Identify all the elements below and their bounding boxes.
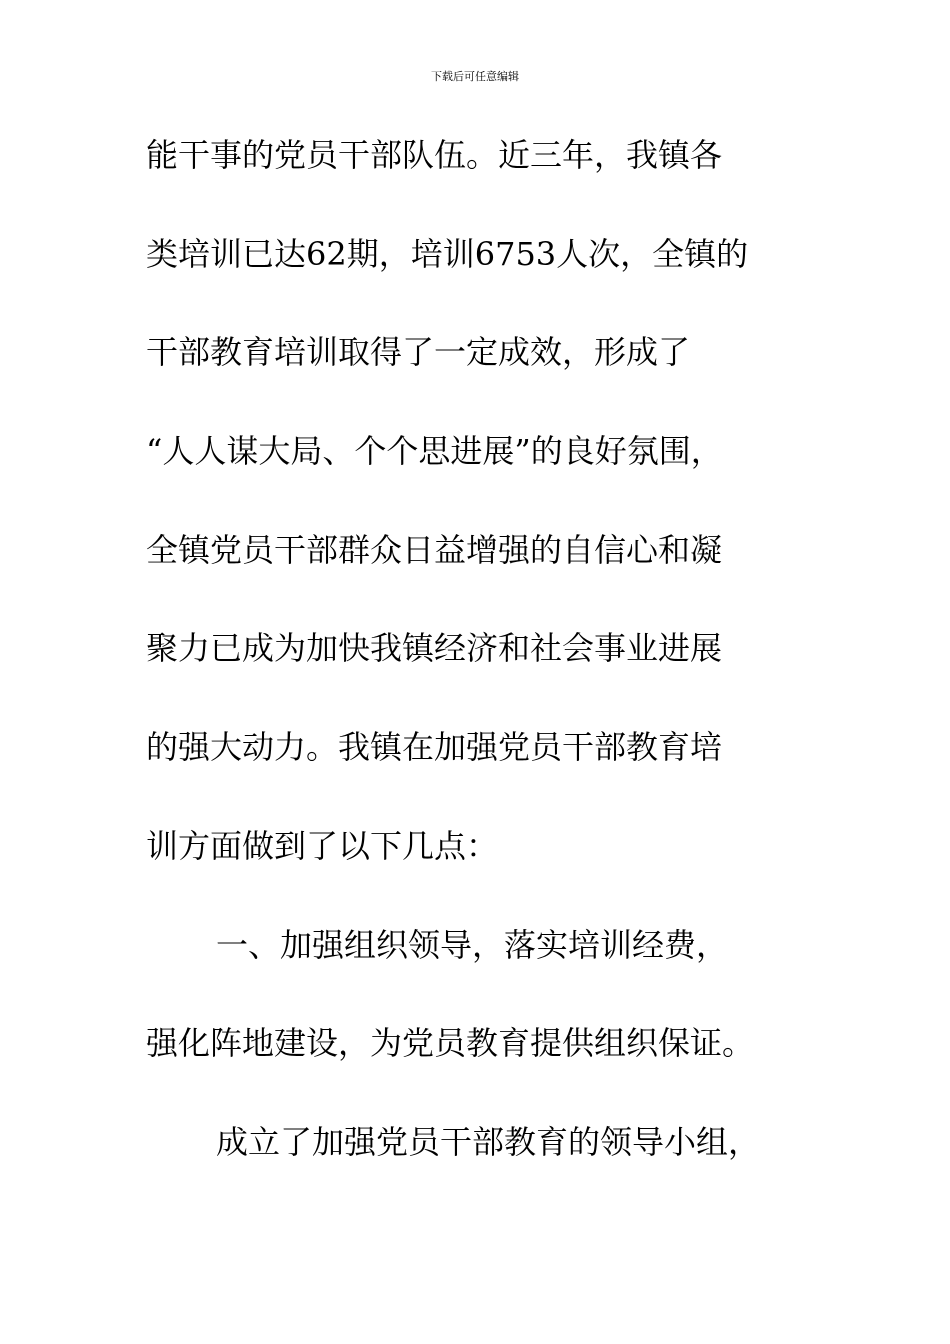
text-line-1: 能干事的党员干部队伍。近三年，我镇各 — [146, 136, 723, 174]
section-heading-line: 一、加强组织领导，落实培训经费， — [216, 925, 729, 964]
text-line-8: 训方面做到了以下几点： — [146, 826, 499, 865]
header-note: 下载后可任意编辑 — [431, 70, 519, 83]
text-line-2: 类培训已达62期，培训6753人次，全镇的 — [146, 234, 749, 273]
text-line-5: 全镇党员干部群众日益增强的自信心和凝 — [146, 530, 723, 569]
text-line-3: 干部教育培训取得了一定成效，形成了 — [146, 333, 691, 372]
text-line-7: 的强大动力。我镇在加强党员干部教育培 — [146, 728, 723, 767]
text-line-6: 聚力已成为加快我镇经济和社会事业进展 — [146, 629, 723, 668]
text-line-10: 强化阵地建设，为党员教育提供组织保证。 — [146, 1024, 755, 1063]
body-text — [146, 123, 816, 1209]
paragraph-start-line: 成立了加强党员干部教育的领导小组， — [216, 1122, 761, 1161]
text-line-4: “人人谋大局、个个思进展”的良好氛围， — [146, 432, 723, 471]
